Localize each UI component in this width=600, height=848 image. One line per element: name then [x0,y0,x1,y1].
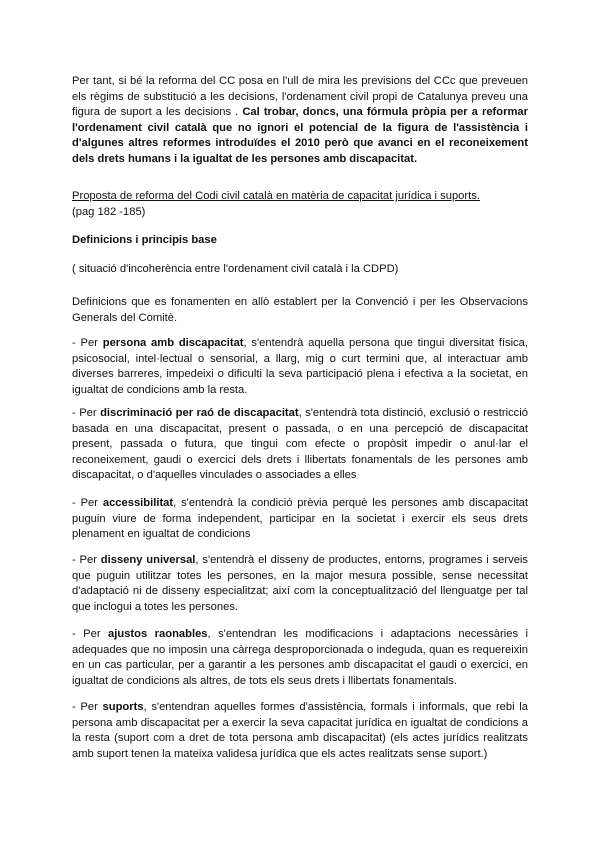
definition-item [72,496,528,543]
definition-prefix: - Per [72,407,101,419]
definitions-intro: Definicions que es fonamenten en allò establert per la Convenció i per les Observacions Generals del Comitè. [72,296,528,324]
definition-term: suports [102,701,144,713]
definition-item [72,627,528,689]
definition-prefix: - Per [72,337,103,349]
reference-block [72,189,528,220]
definition-item [72,700,528,762]
definition-term: ajustos raonables [108,628,208,640]
definition-term: disseny universal [100,554,196,566]
reference-title: Proposta de reforma del Codi civil català en matèria de capacitat jurídica i suports. [72,190,480,202]
definition-item [72,406,528,484]
definition-item [72,336,528,398]
definition-text: , s'entendrà el disseny de productes, entorns, programes i serveis que puguin utilitzar totes les persones, en la major mesura possible, sense necessitat d'adaptació ni de disseny especialitzat; així com la conceptualització del llenguatge per tal que inclogui a totes les persones. [72,554,528,613]
definition-text: , s'entendran les modificacions i adaptacions necessàries i adequades que no imposin una càrrega desproporcionada o indeguda, quan es requereixin en un cas particular, per a garantir a les persones amb discapacitat el gaudi o exercici, en igualtat de condicions als altres, de tots els seus drets i llibertats fonamentals. [72,628,528,687]
definition-prefix: - Per [72,628,109,640]
definition-prefix: - Per [72,554,101,566]
definition-term: discriminació per raó de discapacitat [100,407,299,419]
intro-paragraph [72,74,528,168]
definition-prefix: - Per [72,701,103,713]
reference-pages: (pag 182 -185) [72,205,146,218]
definition-text: , s'entendrà tota distinció, exclusió o restricció basada en una discapacitat, present o passada, o en una percepció de discapacitat present, passada o futura, que tingui com efecte o propòsit impedir o anul·lar el reconeixement, gaudi o exercici dels drets i llibertats fonamentals de les persones amb discapacitat, o d'aquelles vinculades o associades a elles [72,407,528,482]
incoherence-note: ( situació d'incoherència entre l'ordenament civil català i la CDPD) [72,263,399,275]
definition-text: , s'entendrà aquella persona que tingui diversitat física, psicosocial, intel·lectual o sensorial, a llarg, mig o curt termini que, al interactuar amb diverses barreres, impedeixi o dificulti la seva participació plena i efectiva a la societat, en igualtat de condicions amb la resta. [72,337,528,396]
definition-prefix: - Per [72,497,103,509]
definition-item [72,553,528,615]
definition-text: , s'entendrà la condició prèvia perquè les persones amb discapacitat puguin viure de forma independent, participar en la societat i exercir els seus drets plenament en igualtat de condicions [72,497,529,541]
definition-text: , s'entendran aquelles formes d'assistència, formals i informals, que rebi la persona amb discapacitat per a exercir la seva capacitat jurídica en igualtat de condicions a la resta (suport com a dret de tota persona amb discapacitat) (els actes jurídics realitzats amb suport tenen la mateixa validesa jurídica que els actes realitzats sense suport.) [72,701,528,760]
definition-term: accessibilitat [102,497,174,509]
section-heading: Definicions i principis base [72,234,217,246]
intro-bold-text: Cal trobar, doncs, una fórmula pròpia per a reformar l'ordenament civil català que no ignori el potencial de la figura de l'assistència i d'algunes altres reformes introduïdes el 2010 però que avanci en el reconeixement dels drets humans i la igualtat de les persones amb discapacitat. [72,106,528,165]
definition-term: persona amb discapacitat [102,337,244,349]
intro-text: Per tant, si bé la reforma del CC posa en l'ull de mira les previsions del CCc que preveuen els règims de substitució a les decisions, l'ordenament civil propi de Catalunya preveu una figura de suport a les decisions . [72,75,528,119]
